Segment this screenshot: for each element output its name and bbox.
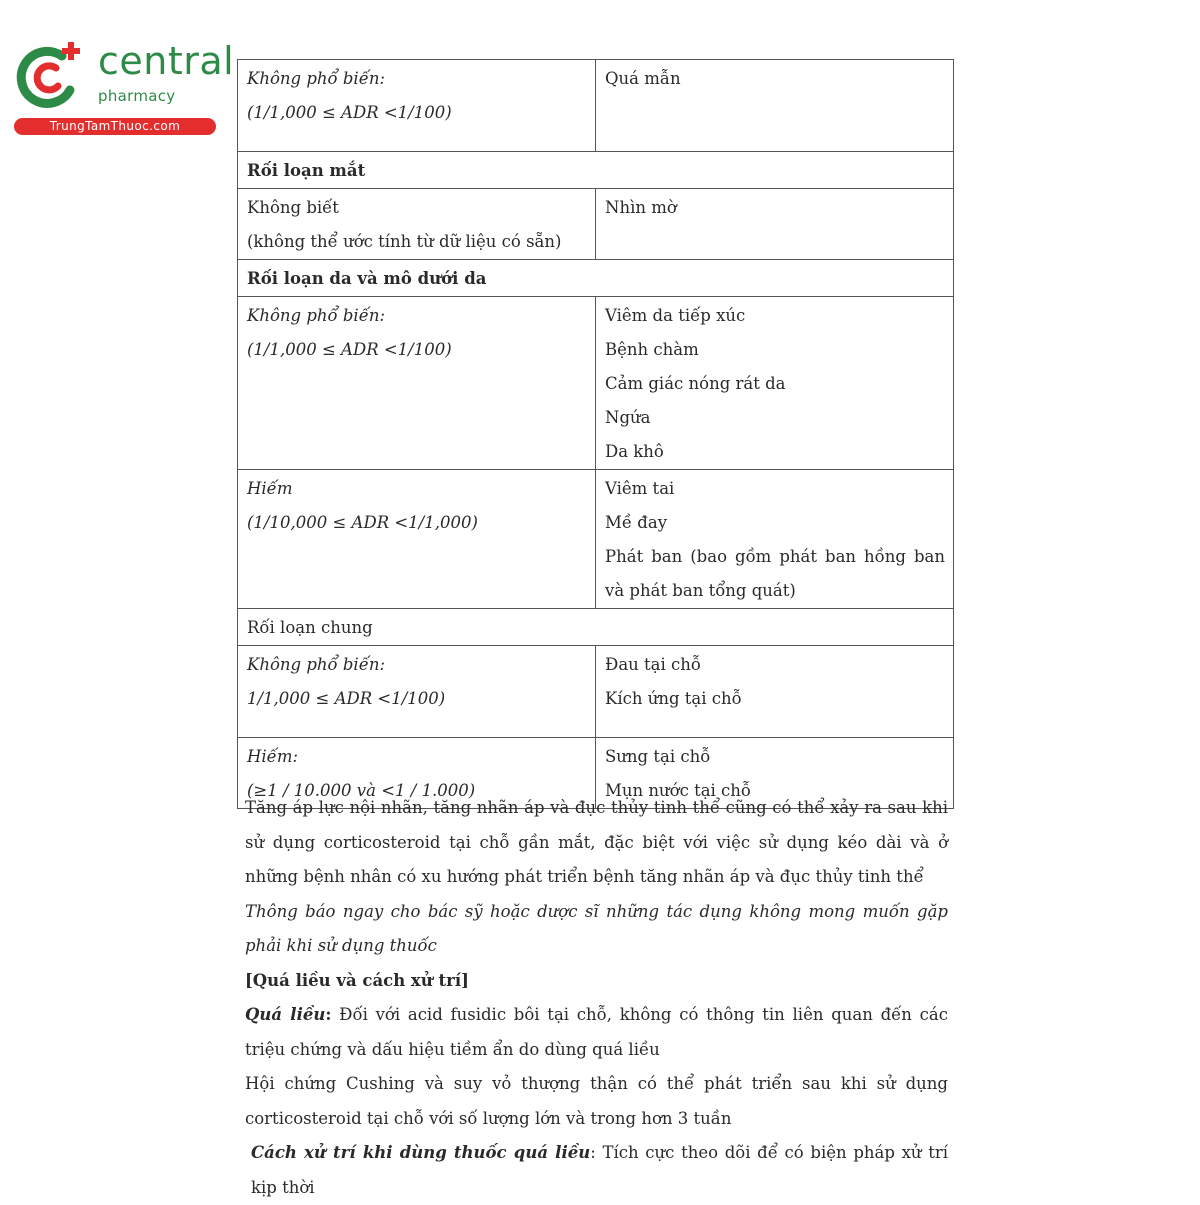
section-heading-eye: Rối loạn mắt (238, 152, 954, 189)
section-row (238, 260, 954, 297)
effect-item: Mụn nước tại chỗ (605, 781, 752, 800)
overdose-colon: : (325, 1005, 332, 1024)
paragraph-treatment (245, 1136, 948, 1205)
paragraph-notify-doctor: Thông báo ngay cho bác sỹ hoặc dược sĩ những tác dụng không mong muốn gặp phải khi sử dụng thuốc (245, 901, 948, 955)
effects-cell (596, 646, 954, 738)
table-row (238, 189, 954, 260)
table-row (238, 60, 954, 152)
section-heading-skin: Rối loạn da và mô dưới da (238, 260, 954, 297)
document-body (245, 791, 948, 1205)
frequency-cell (238, 297, 596, 470)
treatment-label: Cách xử trí khi dùng thuốc quá liều (251, 1143, 591, 1162)
table-row (238, 297, 954, 470)
section-row (238, 609, 954, 646)
adverse-reactions-table (237, 59, 954, 809)
paragraph-overdose (245, 998, 948, 1067)
frequency-range: (1/1,000 ≤ ADR <1/100) (247, 340, 452, 359)
frequency-range: (≥1 / 10.000 và <1 / 1.000) (247, 781, 476, 800)
section-row (238, 152, 954, 189)
effects-cell (596, 60, 954, 152)
table-row (238, 470, 954, 609)
frequency-label: Hiếm (247, 479, 293, 498)
frequency-label: Không phổ biến: (247, 655, 386, 674)
section-heading-overdose: [Quá liều và cách xử trí] (245, 970, 469, 990)
effect-item: Viêm da tiếp xúc (605, 306, 746, 325)
frequency-cell (238, 189, 596, 260)
frequency-range: 1/1,000 ≤ ADR <1/100) (247, 689, 446, 708)
paragraph-eye-warning: Tăng áp lực nội nhãn, tăng nhãn áp và đục thủy tinh thể cũng có thể xảy ra sau khi sử dụng corticosteroid tại chỗ gần mắt, đặc biệt với việc sử dụng kéo dài và ở những bệnh nhân có xu hướng phát triển bệnh tăng nhãn áp và đục thủy tinh thể (245, 798, 948, 886)
effect-item: Đau tại chỗ (605, 655, 701, 674)
overdose-label: Quá liều (245, 1005, 326, 1024)
frequency-range: (không thể ước tính từ dữ liệu có sẵn) (247, 232, 562, 251)
paragraph-cushing: Hội chứng Cushing và suy vỏ thượng thận có thể phát triển sau khi sử dụng corticosteroid tại chỗ với số lượng lớn và trong hơn 3 tuần (245, 1074, 948, 1128)
frequency-range: (1/1,000 ≤ ADR <1/100) (247, 103, 452, 122)
frequency-label: Hiếm: (247, 747, 299, 766)
section-heading-general: Rối loạn chung (238, 609, 954, 646)
effect-item: Da khô (605, 442, 664, 461)
effect-item: Kích ứng tại chỗ (605, 689, 742, 708)
treatment-text: : Tích cực theo dõi để có biện pháp xử trí kịp thời (251, 1143, 948, 1197)
effect-item: Nhìn mờ (605, 198, 677, 217)
effect-item: Quá mẫn (605, 69, 681, 88)
effects-cell (596, 189, 954, 260)
frequency-cell (238, 470, 596, 609)
effect-item: Phát ban (bao gồm phát ban hồng ban và phát ban tổng quát) (605, 547, 945, 600)
table-row (238, 646, 954, 738)
logo-subtitle: pharmacy (98, 87, 176, 105)
pharmacy-c-logo-icon (10, 38, 90, 118)
effect-item: Mề đay (605, 513, 668, 532)
logo-name: central (98, 39, 235, 83)
frequency-label: Không phổ biến: (247, 69, 386, 88)
central-pharmacy-logo (10, 38, 235, 138)
effects-cell (596, 470, 954, 609)
effect-item: Viêm tai (605, 479, 675, 498)
frequency-cell (238, 646, 596, 738)
effect-item: Ngứa (605, 408, 651, 427)
effect-item: Sưng tại chỗ (605, 747, 711, 766)
frequency-label: Không phổ biến: (247, 306, 386, 325)
effects-cell (596, 297, 954, 470)
effect-item: Cảm giác nóng rát da (605, 374, 786, 393)
effect-item: Bệnh chàm (605, 340, 699, 359)
logo-website: TrungTamThuoc.com (14, 118, 216, 135)
frequency-cell (238, 60, 596, 152)
overdose-text: Đối với acid fusidic bôi tại chỗ, không có thông tin liên quan đến các triệu chứng và dấu hiệu tiềm ẩn do dùng quá liều (245, 1005, 948, 1059)
frequency-range: (1/10,000 ≤ ADR <1/1,000) (247, 513, 478, 532)
frequency-label: Không biết (247, 198, 339, 217)
